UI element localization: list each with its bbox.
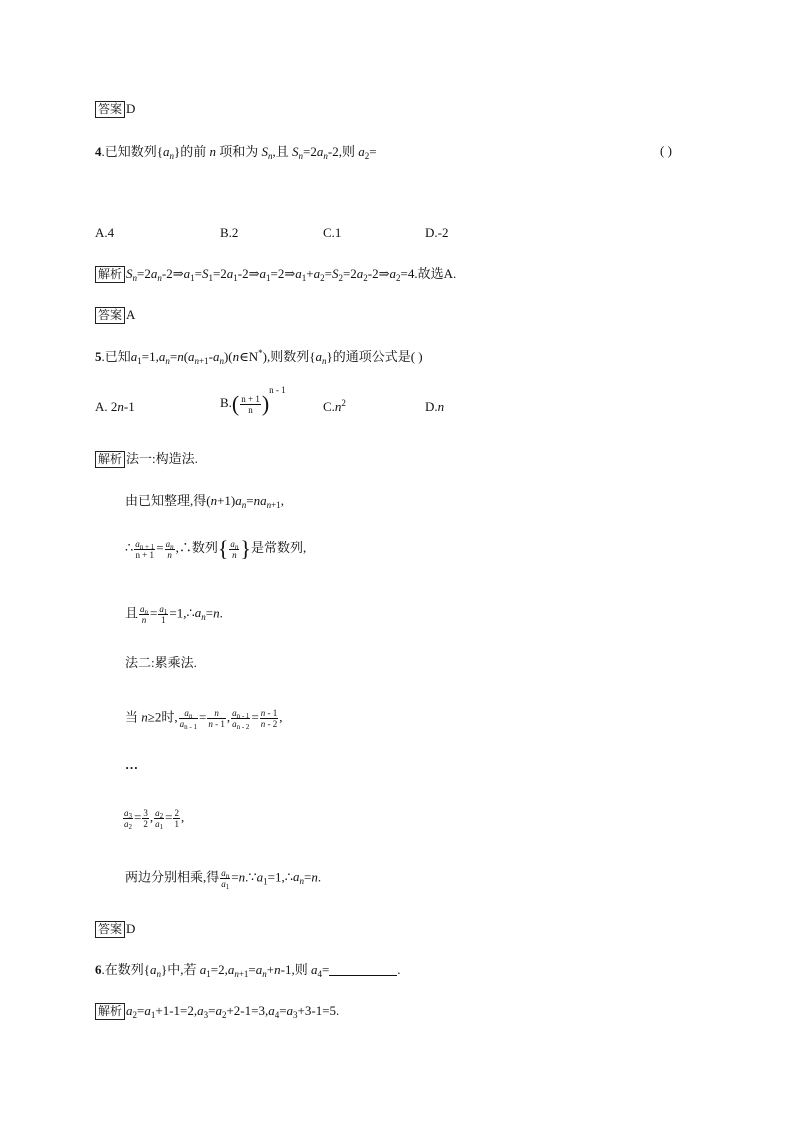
q6-analysis: 解析 $a_2=a_1+1-1=2,a_3=a_2+2-1=3,a_4=a_3+3-1=5$. [95,1002,339,1020]
analysis-tag: 解析 [95,266,125,283]
answer-tag: 答案 [95,101,125,118]
q5-stem: 5.已知$a_1=1,a_n=n(a_{n+1}-a_n)(n\in N^*)$,则数列$\{a_n\}$的通项公式是( ) [95,348,423,366]
q5-choice-c: $C.n^2$ [323,398,346,414]
q5-choice-d: D.n [425,399,445,414]
q3-answer-line [95,100,135,118]
q5-choice-a: A. 2n-1 [95,399,135,414]
q4-choice-a: A.4 [95,225,115,240]
q4-choice-b: B.2 [220,225,239,240]
q3-answer: D [126,101,136,116]
q4-choice-c: C.1 [323,225,342,240]
q5-step5: $\frac{a_3}{a_2}$ = $\frac{3}{2}$ , $\frac{a_2}{a_1}$ = $\frac{2}{1}$ , [124,808,185,831]
q4-answer-bracket: ( ) [660,143,672,158]
analysis-tag: 解析 [95,451,125,468]
q5-step3: 且 $\frac{a_n}{n}$ = $\frac{a_1}{1}$ $=1,\therefore a_n=n$. [125,604,223,625]
q5-step1: 由已知整理,得$(n+1)a_n=na_{n+1}$, [125,493,284,510]
q6-stem: 6.在数列$\{a_n\}$中,若 $a_1=2,a_{n+1}=a_n+n-1$,则 $a_4=$ . [95,962,401,979]
q4-answer-line [95,306,135,324]
q5-answer: D [126,921,136,936]
q4-stem: 4.已知数列$\{a_n\}$的前 n 项和为 $S_n$,且 $S_n=2a_n-2$,则 $a_2=$ [95,144,377,161]
analysis-tag: 解析 [95,1003,125,1020]
q5-step6: 两边分别相乘,得 $\frac{a_n}{a_1}$ $=n.\because a_1=1,\therefore a_n=n$. [125,868,322,891]
q5-ellipsis: … [125,757,138,772]
q5-method2: 法二:累乘法. [125,655,197,670]
q5-step2: ∴ $\frac{a_{n + 1}}{n + 1}$ = $\frac{a_n}{n}$ ,∴数列{ $\frac{a_n}{n}$ }是常数列, [125,536,307,561]
q5-analysis-method1: 解析 法一:构造法. [95,450,198,468]
q5-step4: 当 n≥2时, $\frac{a_n}{a_{n - 1}}$ = $\frac{n}{n - 1}$ , $\frac{a_{n - 1}}{a_{n - 2}}$ = $\frac{n - 1}{n - 2}$ , [125,708,283,731]
q6-answer-blank [329,963,397,976]
q4-choice-d: D.-2 [425,225,449,240]
q4-answer: A [126,307,136,322]
q4-analysis: 解析 $S_n=2a_n-2\Rightarrow a_1=S_1=2a_1-2\Rightarrow a_1=2\Rightarrow a_1+a_2=S_2=2a_2-2\Rightarrow a_2=4$.故选A. [95,265,456,283]
q5-choice-b: B.( $\frac{n + 1}{n}$ )$^{n - 1}$ [220,385,286,417]
answer-tag: 答案 [95,921,125,938]
answer-tag: 答案 [95,307,125,324]
q5-answer-line [95,920,135,938]
